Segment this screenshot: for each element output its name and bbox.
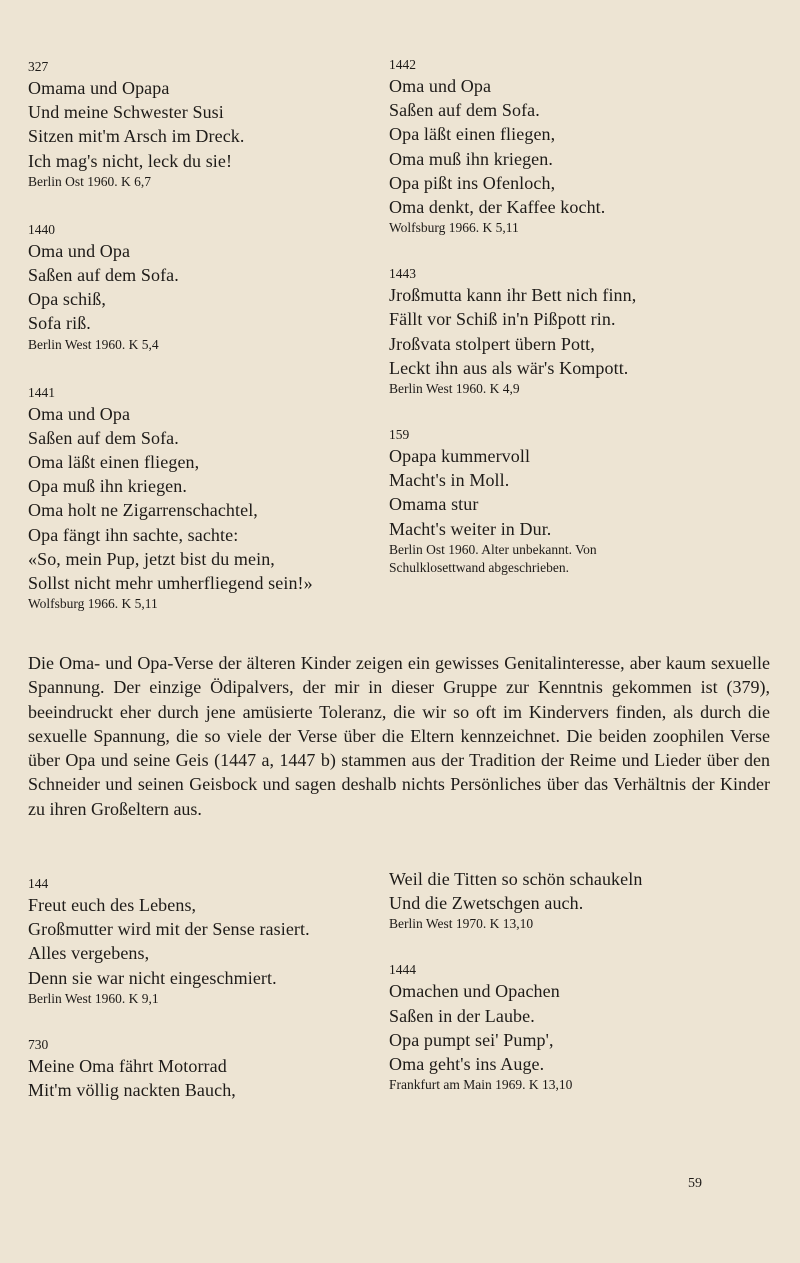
commentary-paragraph	[28, 651, 770, 821]
verse-line: Opa fängt ihn sachte, sachte:	[28, 524, 239, 545]
verse-number: 730	[28, 1036, 49, 1052]
verse-line: Fällt vor Schiß in'n Pißpott rin.	[389, 309, 616, 330]
verse-line: Omachen und Opachen	[389, 981, 560, 1002]
verse-line: Oma geht's ins Auge.	[389, 1054, 545, 1075]
verse-line: Omama stur	[389, 494, 479, 515]
verse-source: Berlin Ost 1960. Alter unbekannt. Von	[389, 541, 597, 557]
verse-1440	[28, 221, 378, 354]
verse-line: Jroßvata stolpert übern Pott,	[389, 333, 595, 354]
verse-1441	[28, 384, 378, 614]
verse-144	[28, 875, 378, 1008]
right-top-column	[389, 56, 789, 577]
verse-number: 1443	[389, 266, 416, 282]
verse-line: Sollst nicht mehr umherfliegend sein!»	[28, 573, 313, 594]
verse-line: Großmutter wird mit der Sense rasiert.	[28, 919, 310, 940]
verse-1444	[389, 961, 789, 1094]
verse-line: Oma läßt einen fliegen,	[28, 452, 200, 473]
verse-line: Oma und Opa	[28, 403, 131, 424]
verse-line: Oma und Opa	[28, 240, 131, 261]
verse-line: Opapa kummervoll	[389, 446, 531, 467]
verse-line: Oma holt ne Zigarrenschachtel,	[28, 500, 258, 521]
verse-line: Opa schiß,	[28, 289, 106, 310]
verse-line: Und die Zwetschgen auch.	[389, 893, 584, 914]
verse-line: Opa pißt ins Ofenloch,	[389, 172, 556, 193]
verse-number: 144	[28, 876, 49, 891]
verse-source: Berlin West 1960. K 9,1	[28, 990, 159, 1006]
verse-730	[28, 1036, 378, 1102]
verse-line: Meine Oma fährt Motorrad	[28, 1055, 227, 1076]
verse-number: 159	[389, 427, 410, 443]
verse-line: Denn sie war nicht eingeschmiert.	[28, 967, 277, 988]
verse-source: Frankfurt am Main 1969. K 13,10	[389, 1077, 573, 1093]
verse-1442	[389, 56, 789, 237]
verse-line: Mit'm völlig nackten Bauch,	[28, 1080, 236, 1101]
left-top-column	[28, 58, 378, 613]
verse-line: Macht's in Moll.	[389, 470, 510, 491]
verse-source: Berlin Ost 1960. K 6,7	[28, 173, 151, 189]
page-number: 59	[688, 1176, 702, 1191]
verse-source: Berlin West 1960. K 4,9	[389, 381, 520, 397]
verse-line: Saßen auf dem Sofa.	[389, 100, 540, 121]
verse-line: Freut euch des Lebens,	[28, 895, 197, 915]
verse-line: Und meine Schwester Susi	[28, 102, 224, 123]
right-bottom-column	[389, 867, 789, 1094]
verse-line: Oma denkt, der Kaffee kocht.	[389, 197, 606, 218]
verse-number: 1442	[389, 57, 416, 72]
verse-line: Opa pumpt sei' Pump',	[389, 1029, 554, 1050]
verse-line: Weil die Titten so schön schaukeln	[389, 869, 643, 889]
verse-number: 1441	[28, 384, 55, 400]
verse-line: Opa muß ihn kriegen.	[28, 476, 187, 497]
verse-line: Omama und Opapa	[28, 78, 170, 98]
verse-source-continued: Schulklosettwand abgeschrieben.	[389, 559, 569, 575]
verse-source: Wolfsburg 1966. K 5,11	[389, 220, 519, 236]
verse-line: Leckt ihn aus als wär's Kompott.	[389, 357, 629, 378]
verse-line: Ich mag's nicht, leck du sie!	[28, 150, 233, 171]
verse-line: Macht's weiter in Dur.	[389, 518, 552, 539]
verse-line: Saßen in der Laube.	[389, 1005, 535, 1026]
verse-source: Berlin West 1970. K 13,10	[389, 916, 534, 932]
verse-line: Alles vergebens,	[28, 943, 150, 964]
verse-730-continued	[389, 867, 789, 933]
commentary-text: Die Oma- und Opa-Verse der älteren Kinder zeigen ein gewisses Genitalinteresse, aber kaum sexuelle Spannung. Der einzige Ödipalvers, der mir in dieser Gruppe zur Kenntnis gekommen ist (379), beeindruckt eher durch jene amüsierte Toleranz, die wir so oft im Kindervers finden, als durch die sexuelle Spannung, die so viele der Verse über die Eltern kennzeichnet. Die beiden zoophilen Verse über Opa und seine Geis (1447 a, 1447 b) stammen aus der Tradition der Reime und Lieder über den Schneider und seinen Geisbock und sagen deshalb nichts Persönliches über das Verhältnis der Kinder zu ihren Großeltern aus.	[28, 653, 770, 819]
verse-line: Opa läßt einen fliegen,	[389, 124, 556, 145]
verse-line: Sitzen mit'm Arsch im Dreck.	[28, 126, 245, 147]
verse-327	[28, 58, 378, 191]
verse-1443	[389, 265, 789, 398]
verse-line: Oma muß ihn kriegen.	[389, 148, 553, 169]
verse-number: 1440	[28, 221, 55, 237]
verse-number: 327	[28, 59, 49, 74]
verse-line: Saßen auf dem Sofa.	[28, 265, 179, 286]
verse-line: Sofa riß.	[28, 313, 91, 334]
verse-line: «So, mein Pup, jetzt bist du mein,	[28, 548, 275, 569]
verse-number: 1444	[389, 962, 416, 978]
verse-159	[389, 426, 789, 577]
verse-source: Wolfsburg 1966. K 5,11	[28, 596, 158, 612]
left-bottom-column	[28, 875, 378, 1102]
verse-source: Berlin West 1960. K 5,4	[28, 336, 159, 352]
verse-line: Oma und Opa	[389, 76, 492, 96]
verse-line: Jroßmutta kann ihr Bett nich finn,	[389, 285, 637, 306]
verse-line: Saßen auf dem Sofa.	[28, 427, 179, 448]
